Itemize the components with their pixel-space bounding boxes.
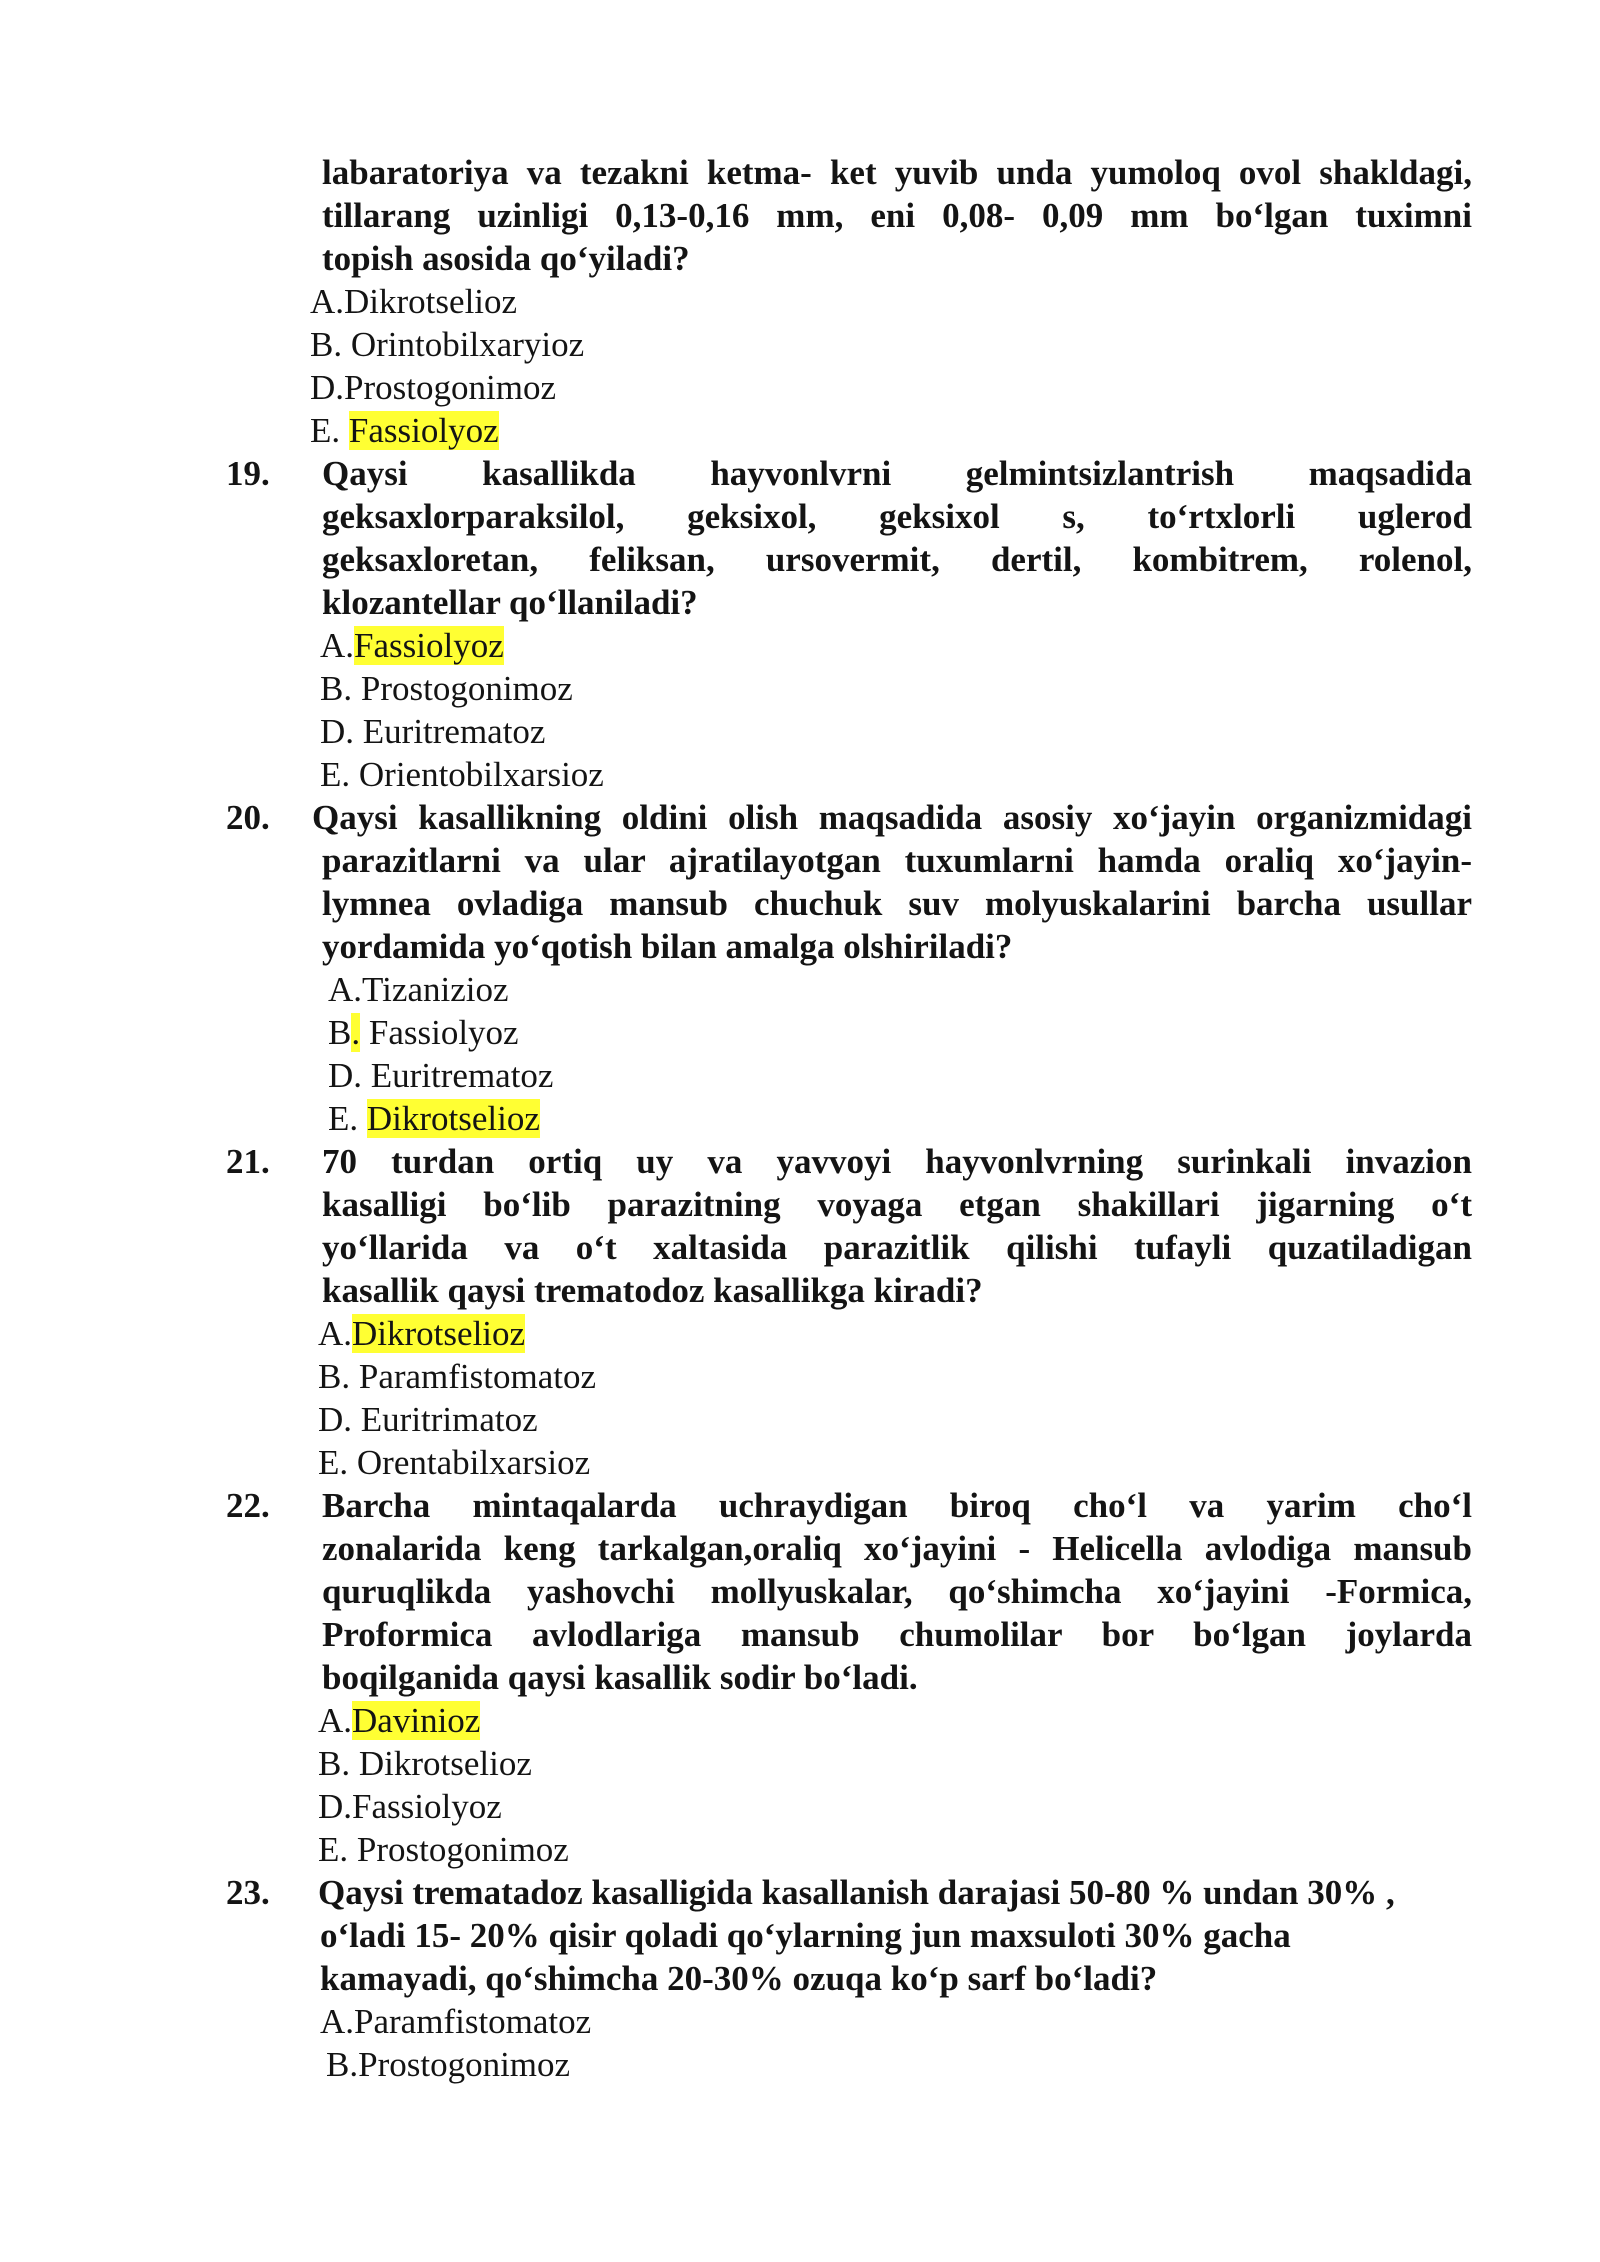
option-d: D. Euritrematoz [320,712,546,751]
option-a-correct: A.Davinioz [318,1701,481,1740]
question-number: 20. [226,798,270,837]
question-text-line: kamayadi, qo‘shimcha 20-30% ozuqa ko‘p sarf bo‘ladi? [320,1959,1158,1998]
option-d: D.Prostogonimoz [310,368,556,407]
question-text-line: tillarang uzinligi 0,13-0,16 mm, eni 0,08- 0,09 mm bo‘lgan tuximni [322,196,1472,235]
question-text-line: klozantellar qo‘llaniladi? [322,583,698,622]
question-text-line: kasalligi bo‘lib parazitning voyaga etgan shakillari jigarning o‘t [322,1185,1472,1224]
option-e-correct: E. Dikrotselioz [328,1099,540,1138]
option-b: B. Prostogonimoz [320,669,573,708]
option-a-correct: A.Fassiolyoz [320,626,504,665]
question-text-line: geksaxlorparaksilol, geksixol, geksixol s, to‘rtxlorli uglerod [322,497,1472,536]
question-text-line: quruqlikda yashovchi mollyuskalar, qo‘shimcha xo‘jayini -Formica, [322,1572,1472,1611]
option-b: B.Prostogonimoz [326,2045,571,2084]
option-b: B. Paramfistomatoz [318,1357,597,1396]
question-number: 23. [226,1873,270,1912]
question-text-line: boqilganida qaysi kasallik sodir bo‘ladi. [322,1658,918,1697]
question-text-line: labaratoriya va tezakni ketma- ket yuvib unda yumoloq ovol shakldagi, [322,153,1472,192]
answer-highlight: Dikrotselioz [366,1099,540,1138]
option-a: A.Dikrotselioz [310,282,518,321]
question-text-line: Qaysi kasallikning oldini olish maqsadida asosiy xo‘jayin organizmidagi [312,798,1472,837]
question-text-line: Qaysi kasallikda hayvonlvrni gelmintsizlantrish maqsadida [322,454,1472,493]
option-e-correct: E. Fassiolyoz [310,411,499,450]
question-number: 22. [226,1486,270,1525]
question-text-line: yordamida yo‘qotish bilan amalga olshiriladi? [322,927,1013,966]
option-e: E. Orentabilxarsioz [318,1443,591,1482]
answer-highlight: Fassiolyoz [348,411,499,450]
question-text-line: Proformica avlodlariga mansub chumolilar bor bo‘lgan joylarda [322,1615,1472,1654]
question-text-line: kasallik qaysi trematodoz kasallikga kiradi? [322,1271,983,1310]
answer-highlight: Fassiolyoz [354,626,504,665]
answer-highlight: Davinioz [352,1701,481,1740]
question-text-line: Barcha mintaqalarda uchraydigan biroq cho‘l va yarim cho‘l [322,1486,1472,1525]
option-d: D. Euritrematoz [328,1056,554,1095]
option-b: B. Fassiolyoz [328,1013,519,1052]
option-d: D. Euritrimatoz [318,1400,538,1439]
question-text-line: parazitlarni va ular ajratilayotgan tuxumlarni hamda oraliq xo‘jayin- [322,841,1472,880]
question-number: 19. [226,454,270,493]
question-text-line: geksaxloretan, feliksan, ursovermit, dertil, kombitrem, rolenol, [322,540,1472,579]
option-b: B. Orintobilxaryioz [310,325,585,364]
option-e: E. Prostogonimoz [318,1830,569,1869]
option-a: A.Paramfistomatoz [320,2002,592,2041]
option-b: B. Dikrotselioz [318,1744,532,1783]
question-text-line: lymnea ovladiga mansub chuchuk suv molyuskalarini barcha usullar [322,884,1472,923]
question-text-line: zonalarida keng tarkalgan,oraliq xo‘jayini - Helicella avlodiga mansub [322,1529,1472,1568]
question-number: 21. [226,1142,270,1181]
question-text-line: o‘ladi 15- 20% qisir qoladi qo‘ylarning jun maxsuloti 30% gacha [320,1916,1291,1955]
option-d: D.Fassiolyoz [318,1787,502,1826]
question-text-line: 70 turdan ortiq uy va yavvoyi hayvonlvrning surinkali invazion [322,1142,1472,1181]
question-text-line: Qaysi trematadoz kasalligida kasallanish darajasi 50-80 % undan 30% , [318,1873,1395,1912]
question-text-line: topish asosida qo‘yiladi? [322,239,690,278]
option-a: A.Tizanizioz [328,970,509,1009]
question-text-line: yo‘llarida va o‘t xaltasida parazitlik qilishi tufayli quzatiladigan [322,1228,1472,1267]
answer-highlight: . [351,1013,361,1052]
option-e: E. Orientobilxarsioz [320,755,604,794]
answer-highlight: Dikrotselioz [352,1314,526,1353]
option-a-correct: A.Dikrotselioz [318,1314,526,1353]
